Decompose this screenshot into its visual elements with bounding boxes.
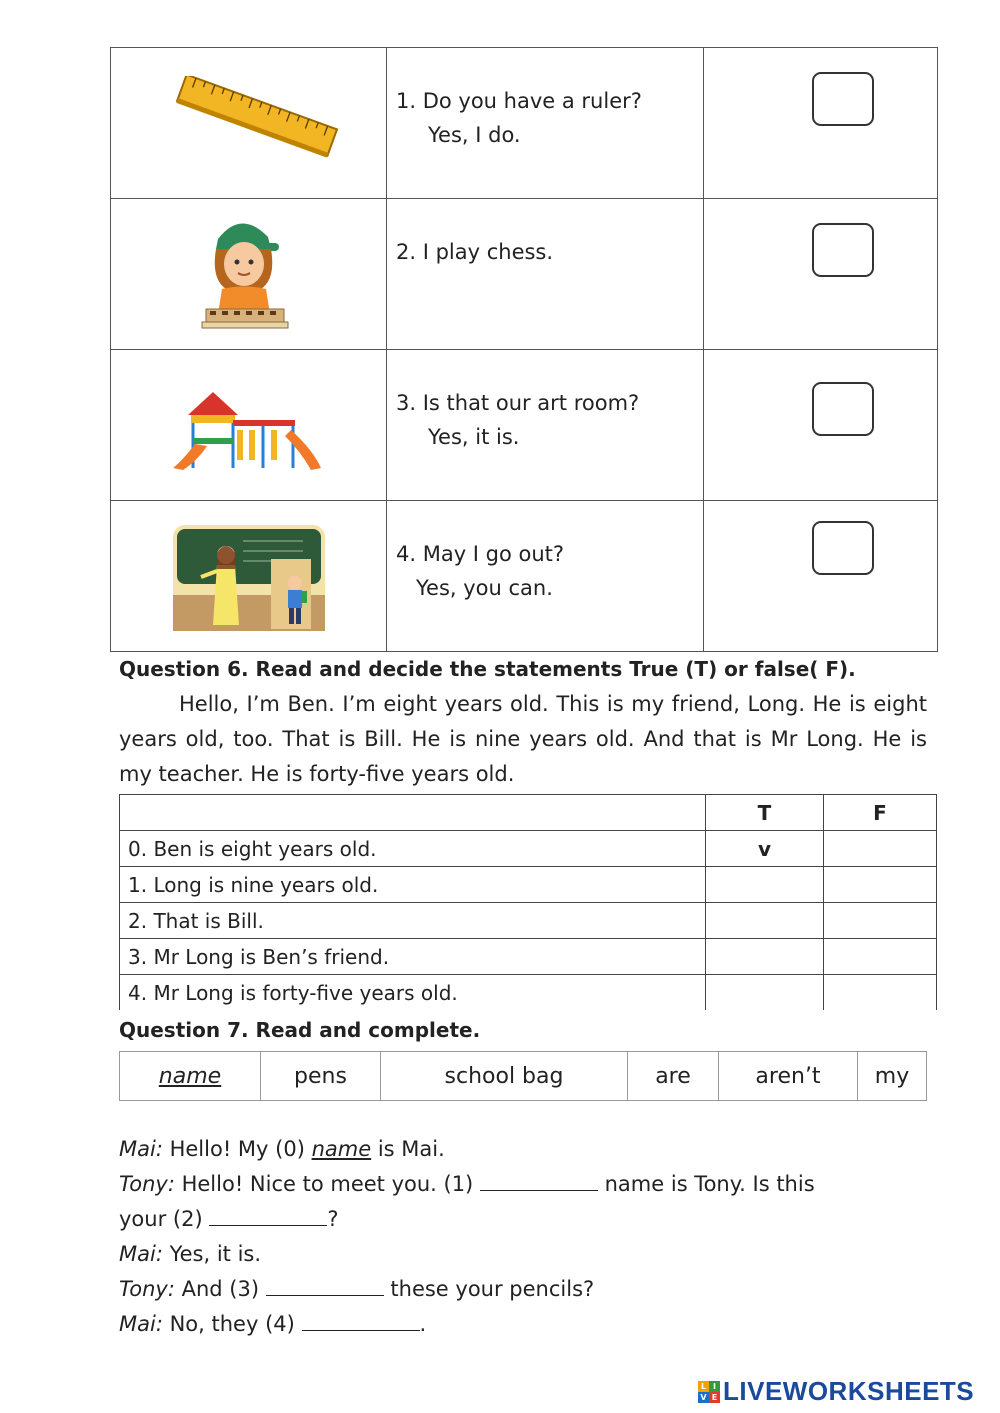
question-7-heading: Question 7. Read and complete. [119, 1018, 481, 1042]
question-6-heading: Question 6. Read and decide the statements True (T) or false( F). [119, 657, 856, 681]
true-cell[interactable]: v [706, 831, 824, 867]
picture-cell [111, 48, 387, 199]
question-text [396, 235, 553, 269]
statement: 4. Mr Long is forty-five years old. [120, 975, 706, 1011]
logo-letter: V [698, 1392, 709, 1403]
answer-4: Yes, you can. [416, 576, 553, 600]
liveworksheets-logo[interactable] [698, 1376, 974, 1407]
table-row [111, 501, 938, 652]
classroom-teacher-student-image [173, 525, 325, 631]
ruler-image [171, 76, 341, 161]
reading-passage [119, 687, 927, 792]
word-bank [119, 1051, 927, 1101]
picture-cell [111, 350, 387, 501]
false-cell[interactable] [824, 831, 937, 867]
blank-4[interactable] [302, 1312, 420, 1331]
logo-letter: L [698, 1381, 709, 1392]
blank-3[interactable] [266, 1277, 384, 1296]
false-header: F [824, 795, 937, 831]
false-cell[interactable] [824, 975, 937, 1011]
word-bank-item [120, 1052, 261, 1101]
answer-1: Yes, I do. [428, 123, 521, 147]
table-row [120, 903, 937, 939]
question-text [396, 386, 639, 454]
dialogue-line [119, 1132, 815, 1167]
speaker: Mai: [119, 1137, 163, 1161]
line-text: . [419, 1312, 427, 1336]
statement-header [120, 795, 706, 831]
line-text: And (3) [181, 1277, 260, 1301]
true-cell[interactable] [706, 975, 824, 1011]
question-2: 2. I play chess. [396, 240, 554, 264]
picture-cell [111, 501, 387, 652]
word-bank-item: school bag [381, 1052, 628, 1101]
true-cell[interactable] [706, 903, 824, 939]
tick-cell [704, 48, 938, 199]
question-3: 3. Is that our art room? [396, 391, 640, 415]
table-header-row [120, 795, 937, 831]
dialogue-line [119, 1167, 815, 1202]
line-text: No, they (4) [169, 1312, 295, 1336]
line-text: is Mai. [377, 1137, 445, 1161]
example-answer: name [311, 1137, 372, 1161]
word-bank-item: aren’t [719, 1052, 858, 1101]
question-cell [387, 350, 704, 501]
false-cell[interactable] [824, 867, 937, 903]
speaker: Mai: [119, 1312, 163, 1336]
table-row [120, 831, 937, 867]
line-text: your (2) [119, 1207, 203, 1231]
logo-mark-icon [698, 1381, 720, 1403]
table-row [120, 867, 937, 903]
statement: 0. Ben is eight years old. [120, 831, 706, 867]
table-row [111, 48, 938, 199]
answer-3: Yes, it is. [428, 425, 520, 449]
answer-box-4[interactable] [812, 521, 874, 575]
question-4: 4. May I go out? [396, 542, 565, 566]
playground-image [173, 380, 323, 475]
true-cell[interactable] [706, 939, 824, 975]
dialogue [119, 1132, 815, 1342]
line-text: Yes, it is. [169, 1242, 262, 1266]
dialogue-line [119, 1307, 815, 1342]
tick-cell [704, 350, 938, 501]
statement: 2. That is Bill. [120, 903, 706, 939]
answer-box-2[interactable] [812, 223, 874, 277]
girl-playing-chess-image [196, 209, 291, 334]
speaker: Mai: [119, 1242, 163, 1266]
table-row [120, 975, 937, 1011]
answer-box-1[interactable] [812, 72, 874, 126]
speaker: Tony: [119, 1277, 175, 1301]
line-text: name is Tony. Is this [604, 1172, 815, 1196]
picture-cell [111, 199, 387, 350]
question-text [396, 537, 564, 605]
word-bank-item: pens [261, 1052, 381, 1101]
table-row [111, 199, 938, 350]
question-cell [387, 48, 704, 199]
word-example: name [158, 1063, 222, 1089]
word-bank-item: are [628, 1052, 719, 1101]
blank-2[interactable] [209, 1207, 327, 1226]
question-cell [387, 501, 704, 652]
question-text [396, 84, 642, 152]
dialogue-line [119, 1202, 815, 1237]
blank-1[interactable] [480, 1172, 598, 1191]
tick-cell [704, 199, 938, 350]
true-false-table [119, 794, 937, 1010]
true-header: T [706, 795, 824, 831]
speaker: Tony: [119, 1172, 175, 1196]
table-row [120, 939, 937, 975]
false-cell[interactable] [824, 903, 937, 939]
false-cell[interactable] [824, 939, 937, 975]
line-text: Hello! My (0) [169, 1137, 305, 1161]
question-cell [387, 199, 704, 350]
picture-tick-table [110, 47, 938, 652]
statement: 3. Mr Long is Ben’s friend. [120, 939, 706, 975]
question-1: 1. Do you have a ruler? [396, 89, 642, 113]
dialogue-line [119, 1237, 815, 1272]
table-row [111, 350, 938, 501]
logo-letter: I [709, 1381, 720, 1392]
line-text: ? [327, 1207, 339, 1231]
word-bank-row [120, 1052, 927, 1101]
logo-letter: E [709, 1392, 720, 1403]
true-cell[interactable] [706, 867, 824, 903]
passage-text: Hello, I’m Ben. I’m eight years old. This is my friend, Long. He is eight years old, too. That is Bill. He is nine years old. And that is Mr Long. He is my teacher. He is forty-five years old. [119, 692, 927, 786]
word-bank-item: my [858, 1052, 927, 1101]
dialogue-line [119, 1272, 815, 1307]
logo-text: LIVEWORKSHEETS [723, 1376, 975, 1406]
line-text: these your pencils? [390, 1277, 595, 1301]
line-text: Hello! Nice to meet you. (1) [181, 1172, 474, 1196]
answer-box-3[interactable] [812, 382, 874, 436]
statement: 1. Long is nine years old. [120, 867, 706, 903]
tick-cell [704, 501, 938, 652]
